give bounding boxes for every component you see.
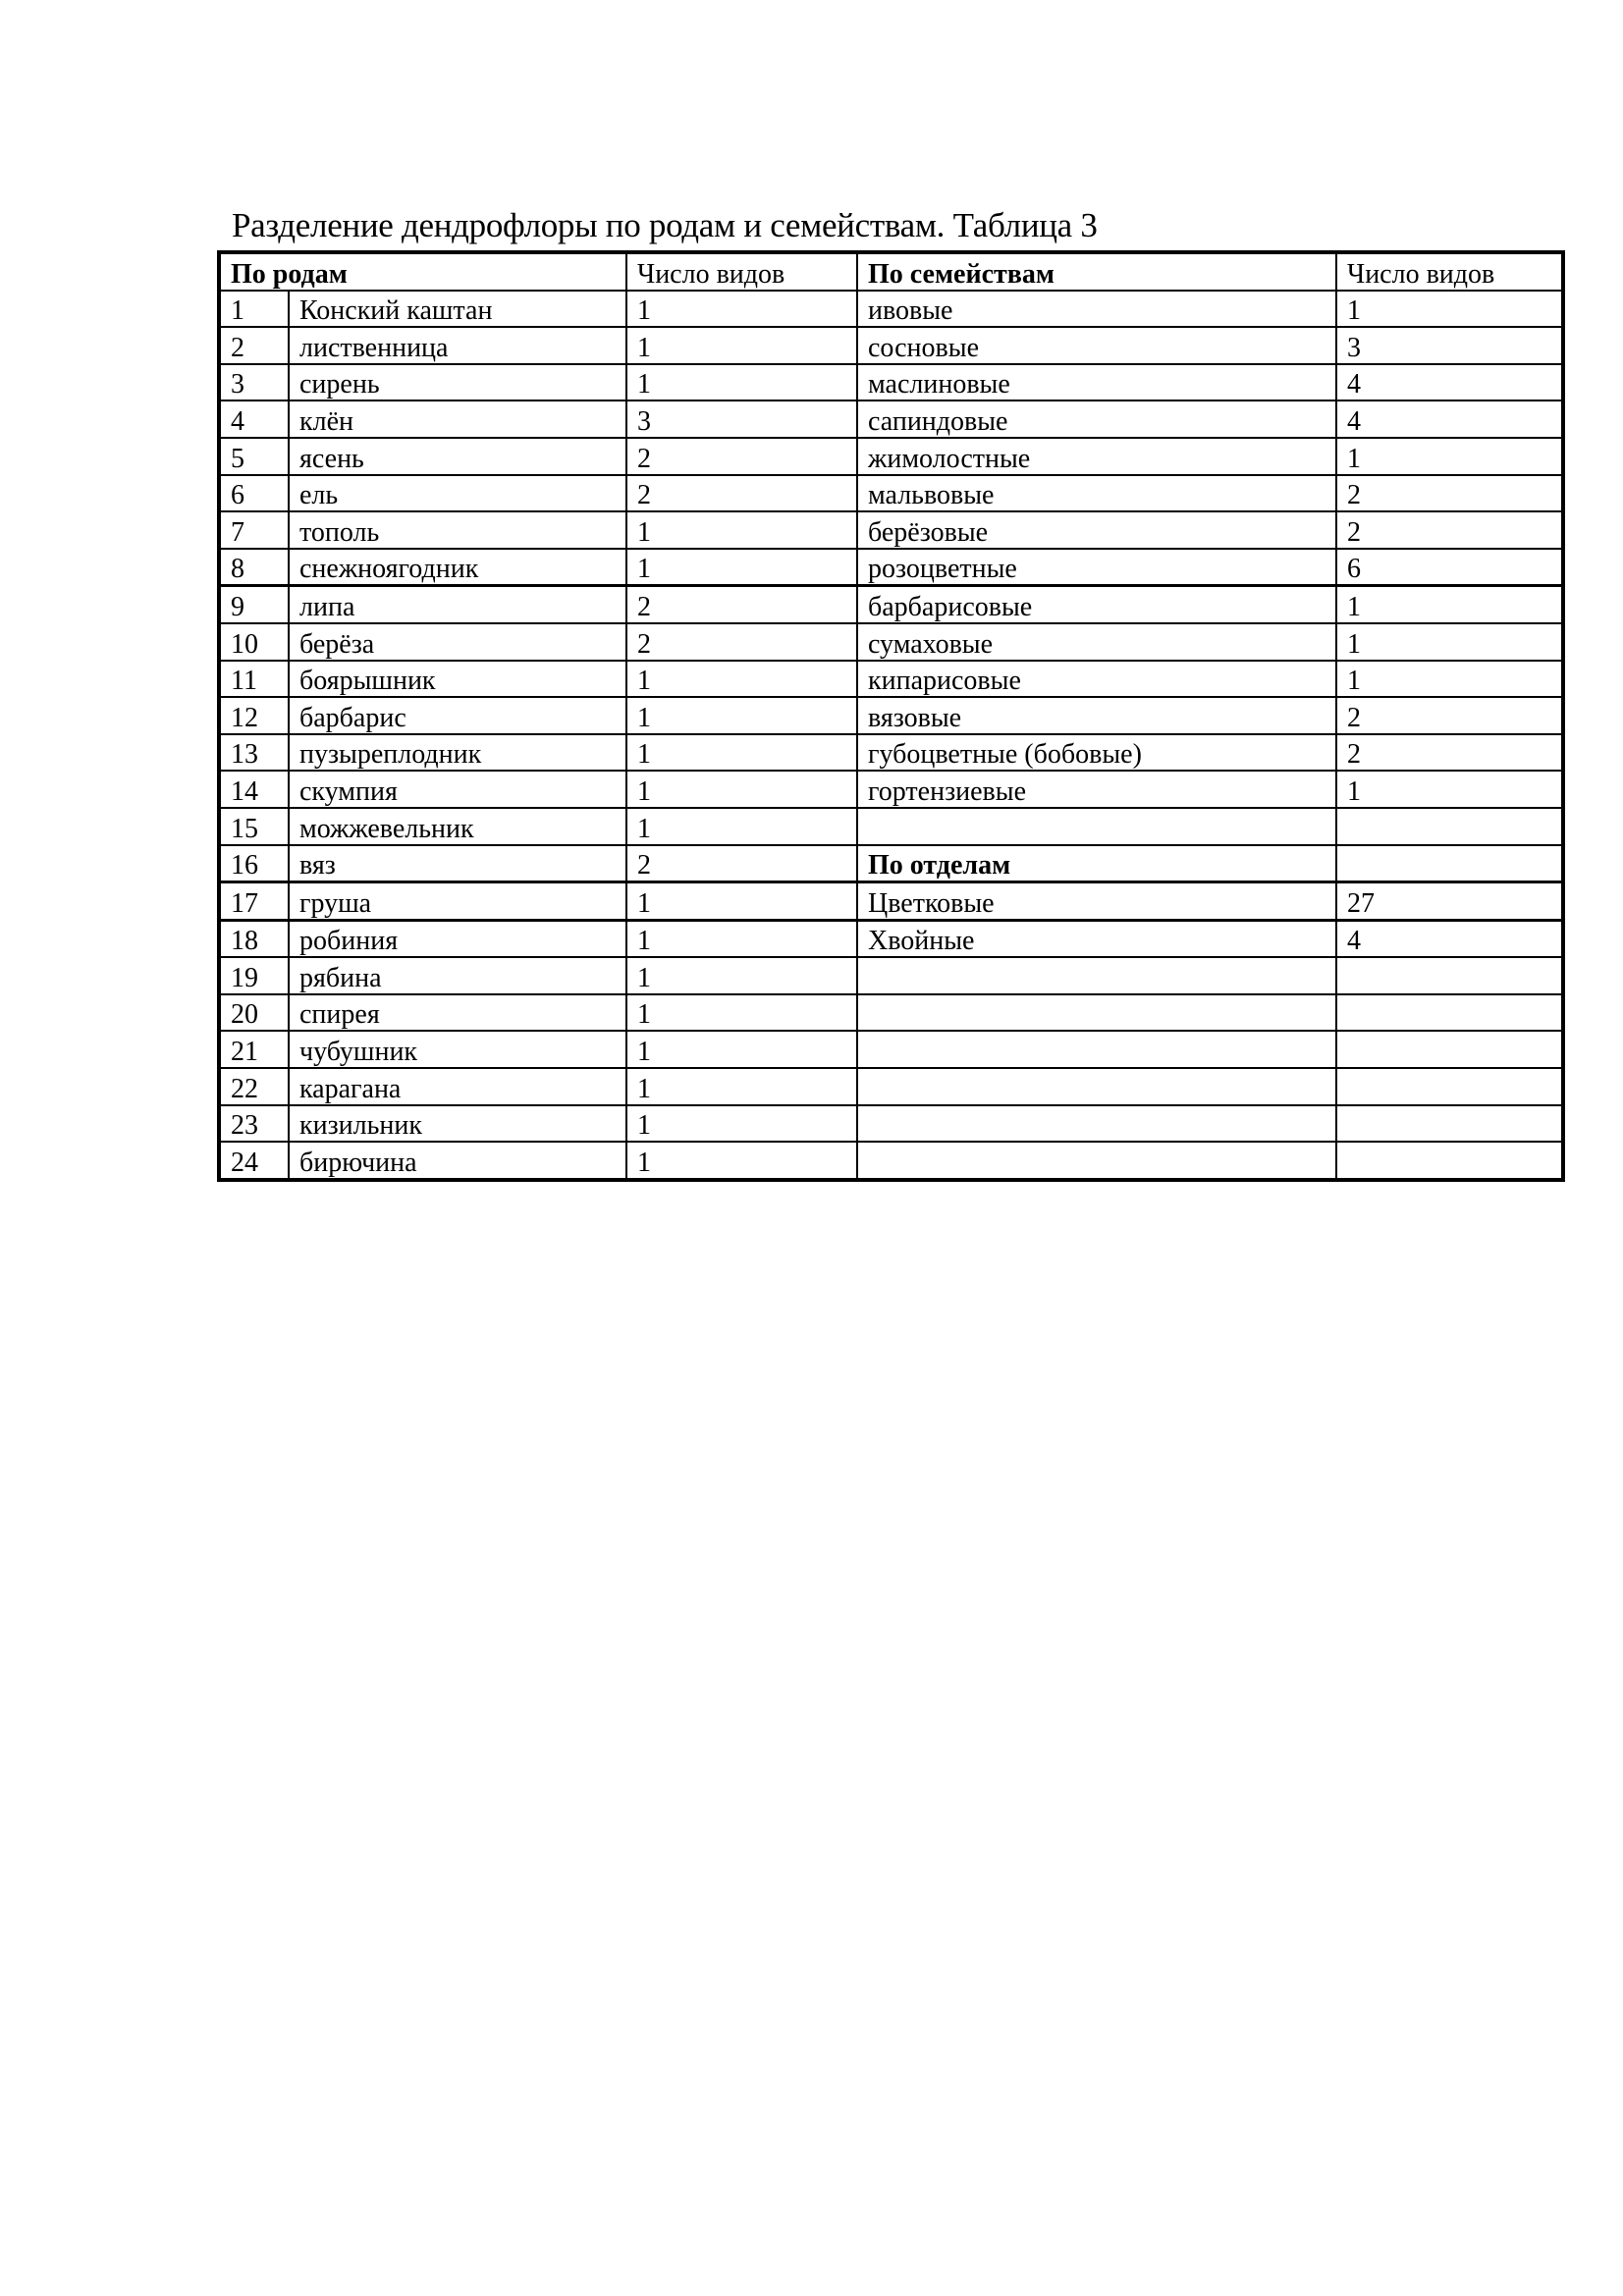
- family-species-count: 4: [1336, 920, 1563, 957]
- family-name: [857, 994, 1336, 1032]
- genus-name: ель: [289, 475, 626, 512]
- genus-name: пузыреплодник: [289, 734, 626, 772]
- table-row: [219, 327, 1563, 364]
- genus-name: рябина: [289, 957, 626, 994]
- genus-name: спирея: [289, 994, 626, 1032]
- family-species-count: 1: [1336, 661, 1563, 698]
- table-row: [219, 1068, 1563, 1105]
- family-name: [857, 1105, 1336, 1143]
- table-row: [219, 586, 1563, 623]
- family-name: розоцветные: [857, 549, 1336, 586]
- genus-species-count: 1: [626, 511, 857, 549]
- family-species-count: [1336, 1031, 1563, 1068]
- table-row: [219, 623, 1563, 661]
- genus-name: клён: [289, 400, 626, 438]
- row-number: 5: [219, 438, 289, 475]
- row-number: 11: [219, 661, 289, 698]
- genus-name: сирень: [289, 364, 626, 401]
- table-row: [219, 1105, 1563, 1143]
- header-family-count: Число видов: [1336, 252, 1563, 291]
- table-row: [219, 661, 1563, 698]
- family-name: По отделам: [857, 845, 1336, 882]
- row-number: 10: [219, 623, 289, 661]
- genus-name: снежноягодник: [289, 549, 626, 586]
- family-name: губоцветные (бобовые): [857, 734, 1336, 772]
- table-row: [219, 291, 1563, 328]
- genus-name: боярышник: [289, 661, 626, 698]
- genus-name: чубушник: [289, 1031, 626, 1068]
- family-name: ивовые: [857, 291, 1336, 328]
- family-name: жимолостные: [857, 438, 1336, 475]
- row-number: 18: [219, 920, 289, 957]
- family-name: Хвойные: [857, 920, 1336, 957]
- row-number: 14: [219, 771, 289, 808]
- genus-species-count: 1: [626, 882, 857, 921]
- genus-name: скумпия: [289, 771, 626, 808]
- genus-species-count: 2: [626, 586, 857, 623]
- family-name: вязовые: [857, 697, 1336, 734]
- genus-name: ясень: [289, 438, 626, 475]
- family-name: [857, 1068, 1336, 1105]
- row-number: 15: [219, 808, 289, 845]
- genus-name: груша: [289, 882, 626, 921]
- table-row: [219, 957, 1563, 994]
- table-row: [219, 994, 1563, 1032]
- genus-species-count: 1: [626, 1105, 857, 1143]
- family-name: кипарисовые: [857, 661, 1336, 698]
- header-row: [219, 252, 1563, 291]
- table-row: [219, 364, 1563, 401]
- family-name: мальвовые: [857, 475, 1336, 512]
- family-species-count: 1: [1336, 291, 1563, 328]
- table-row: [219, 1031, 1563, 1068]
- family-species-count: 1: [1336, 771, 1563, 808]
- table-row: [219, 920, 1563, 957]
- family-species-count: 4: [1336, 364, 1563, 401]
- family-name: [857, 1142, 1336, 1180]
- family-name: берёзовые: [857, 511, 1336, 549]
- genus-name: робиния: [289, 920, 626, 957]
- genus-species-count: 1: [626, 549, 857, 586]
- family-name: сапиндовые: [857, 400, 1336, 438]
- table-row: [219, 771, 1563, 808]
- family-species-count: 1: [1336, 438, 1563, 475]
- row-number: 4: [219, 400, 289, 438]
- row-number: 23: [219, 1105, 289, 1143]
- table-row: [219, 697, 1563, 734]
- genus-species-count: 1: [626, 291, 857, 328]
- genus-name: Конский каштан: [289, 291, 626, 328]
- genus-name: липа: [289, 586, 626, 623]
- table-row: [219, 511, 1563, 549]
- family-name: сосновые: [857, 327, 1336, 364]
- row-number: 8: [219, 549, 289, 586]
- family-species-count: 3: [1336, 327, 1563, 364]
- genus-name: вяз: [289, 845, 626, 882]
- table-row: [219, 1142, 1563, 1180]
- family-name: Цветковые: [857, 882, 1336, 921]
- family-name: [857, 808, 1336, 845]
- family-species-count: 2: [1336, 697, 1563, 734]
- row-number: 3: [219, 364, 289, 401]
- genus-species-count: 1: [626, 734, 857, 772]
- row-number: 16: [219, 845, 289, 882]
- row-number: 7: [219, 511, 289, 549]
- family-species-count: 4: [1336, 400, 1563, 438]
- genus-species-count: 1: [626, 1068, 857, 1105]
- family-name: барбарисовые: [857, 586, 1336, 623]
- table-row: [219, 882, 1563, 921]
- genus-species-count: 1: [626, 364, 857, 401]
- row-number: 13: [219, 734, 289, 772]
- dendroflora-table: [217, 250, 1565, 1182]
- family-name: сумаховые: [857, 623, 1336, 661]
- genus-species-count: 1: [626, 661, 857, 698]
- family-species-count: 1: [1336, 623, 1563, 661]
- row-number: 24: [219, 1142, 289, 1180]
- family-name: [857, 957, 1336, 994]
- genus-species-count: 1: [626, 1031, 857, 1068]
- family-species-count: 1: [1336, 586, 1563, 623]
- genus-species-count: 1: [626, 920, 857, 957]
- genus-species-count: 2: [626, 623, 857, 661]
- row-number: 6: [219, 475, 289, 512]
- family-species-count: 6: [1336, 549, 1563, 586]
- family-species-count: [1336, 1142, 1563, 1180]
- genus-name: можжевельник: [289, 808, 626, 845]
- row-number: 21: [219, 1031, 289, 1068]
- genus-species-count: 2: [626, 845, 857, 882]
- family-species-count: [1336, 845, 1563, 882]
- genus-species-count: 1: [626, 808, 857, 845]
- table-row: [219, 845, 1563, 882]
- row-number: 1: [219, 291, 289, 328]
- genus-species-count: 3: [626, 400, 857, 438]
- genus-species-count: 2: [626, 475, 857, 512]
- table-row: [219, 400, 1563, 438]
- row-number: 12: [219, 697, 289, 734]
- row-number: 9: [219, 586, 289, 623]
- genus-species-count: 1: [626, 994, 857, 1032]
- row-number: 17: [219, 882, 289, 921]
- family-species-count: [1336, 1105, 1563, 1143]
- genus-name: карагана: [289, 1068, 626, 1105]
- header-genus-count: Число видов: [626, 252, 857, 291]
- row-number: 22: [219, 1068, 289, 1105]
- genus-name: кизильник: [289, 1105, 626, 1143]
- family-species-count: [1336, 994, 1563, 1032]
- table-row: [219, 475, 1563, 512]
- row-number: 2: [219, 327, 289, 364]
- family-species-count: 2: [1336, 511, 1563, 549]
- genus-name: бирючина: [289, 1142, 626, 1180]
- header-by-family: По семействам: [857, 252, 1336, 291]
- genus-species-count: 1: [626, 771, 857, 808]
- table-caption: Разделение дендрофлоры по родам и семействам. Таблица 3: [232, 206, 1098, 244]
- header-by-genus: По родам: [219, 252, 626, 291]
- genus-species-count: 1: [626, 1142, 857, 1180]
- genus-species-count: 2: [626, 438, 857, 475]
- family-species-count: 2: [1336, 475, 1563, 512]
- genus-name: тополь: [289, 511, 626, 549]
- family-species-count: [1336, 957, 1563, 994]
- genus-name: берёза: [289, 623, 626, 661]
- family-name: маслиновые: [857, 364, 1336, 401]
- family-name: гортензиевые: [857, 771, 1336, 808]
- family-species-count: [1336, 808, 1563, 845]
- row-number: 20: [219, 994, 289, 1032]
- table-row: [219, 438, 1563, 475]
- family-name: [857, 1031, 1336, 1068]
- row-number: 19: [219, 957, 289, 994]
- family-species-count: 27: [1336, 882, 1563, 921]
- genus-species-count: 1: [626, 957, 857, 994]
- genus-species-count: 1: [626, 697, 857, 734]
- family-species-count: [1336, 1068, 1563, 1105]
- table-row: [219, 734, 1563, 772]
- genus-name: барбарис: [289, 697, 626, 734]
- genus-species-count: 1: [626, 327, 857, 364]
- family-species-count: 2: [1336, 734, 1563, 772]
- table-row: [219, 549, 1563, 586]
- table-row: [219, 808, 1563, 845]
- genus-name: лиственница: [289, 327, 626, 364]
